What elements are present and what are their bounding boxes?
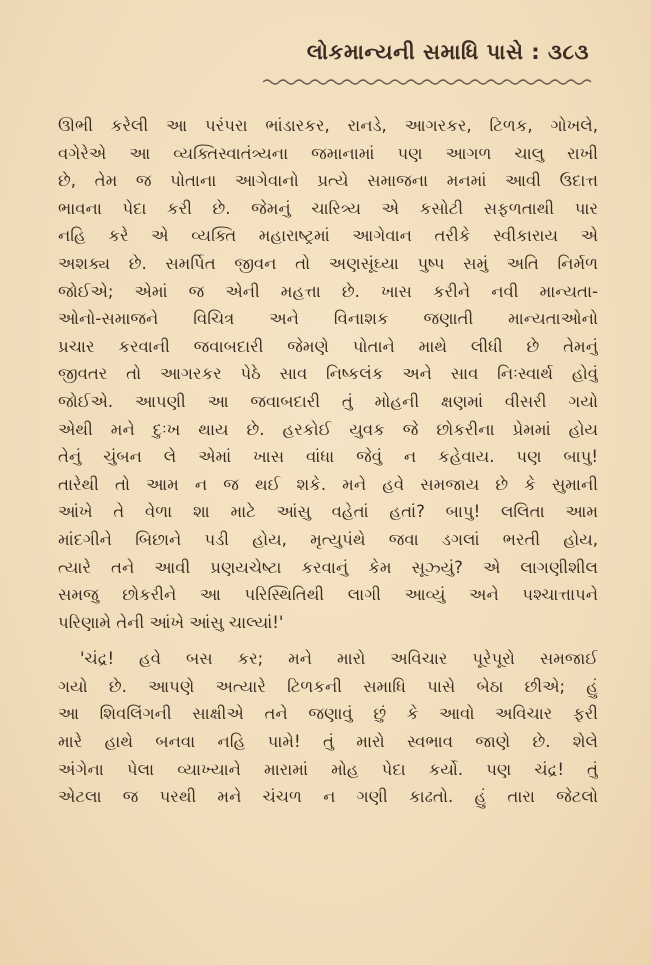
text-line: ઊભી કરેલી આ પરંપરા ભાંડારકર, રાનડે, આગરકર, ટિળક, ગોખલે, — [58, 116, 598, 135]
text-line: અશક્ય છે. સમર્પિત જીવન તો અણસૂંઘ્યા પુષ્પ સમું અતિ નિર્મળ — [58, 253, 598, 273]
text-line: 'ચંદ્ર! હવે બસ કર; મને મારો અવિચાર પૂરેપૂરો સમજાઈ — [80, 649, 598, 669]
text-line: ત્યારે તને આવી પ્રણયચેષ્ટા કરવાનું કેમ સૂઝ્યું? એ લાગણીશીલ — [58, 557, 598, 577]
header-wavy-rule — [263, 78, 593, 86]
text-line: ગયો છે. આપણે અત્યારે ટિળકની સમાધિ પાસે બેઠા છીએ; હું — [58, 676, 598, 696]
text-line: તેનું ચુંબન લે એમાં ખાસ વાંધા જેવું ન કહેવાય. પણ બાપુ! — [58, 447, 598, 467]
text-line: નહિ કરે એ વ્યક્તિ મહારાષ્ટ્રમાં આગેવાન તરીકે સ્વીકારાય એ — [58, 226, 598, 246]
text-line: મારે હાથે બનવા નહિ પામે! તું મારો સ્વભાવ જાણે છે. શેલે — [58, 732, 598, 752]
text-line: એટલા જ પરથી મને ચંચળ ન ગણી કાઢતો. હું તારા જેટલો — [58, 787, 598, 807]
text-line: છે, તેમ જ પોતાના આગેવાનો પ્રત્યે સમાજના મનમાં આવી ઉદાત્ત — [58, 171, 598, 191]
text-line: અંગેના પેલા વ્યાખ્યાને મારામાં મોહ પેદા કર્યો. પણ ચંદ્ર! તું — [58, 759, 598, 779]
text-line: આ શિવલિંગની સાક્ષીએ તને જણાવું છું કે આવો અવિચાર ફરી — [58, 704, 598, 724]
paragraph — [58, 645, 598, 811]
text-line: સમજુ છોકરીને આ પરિસ્થિતિથી લાગી આવ્યું અને પશ્ચાત્તાપને — [58, 585, 598, 605]
text-line: પ્રચાર કરવાની જવાબદારી જેમણે પોતાને માથે લીધી છે તેમનું — [58, 336, 598, 356]
text-line: જોઈએ; એમાં જ એની મહત્તા છે. ખાસ કરીને નવી માન્યતા- — [58, 281, 598, 301]
running-head: લોકમાન્યની સમાધિ પાસે : ૩૮૩ — [306, 40, 589, 64]
text-line: એથી મને દુઃખ થાય છે. હરકોઈ યુવક જે છોકરીના પ્રેમમાં હોય — [58, 419, 598, 439]
text-line: ઓનો-સમાજને વિચિત્ર અને વિનાશક જણાતી માન્યતાઓનો — [58, 309, 598, 329]
text-line: તારેથી તો આમ ન જ થઈ શકે. મને હવે સમજાય છે કે સુમાની — [58, 474, 598, 494]
text-line: ભાવના પેદા કરી છે. જેમનું ચારિત્ર્ય એ કસોટી સફળતાથી પાર — [58, 198, 598, 218]
text-line: જોઈએ. આપણી આ જવાબદારી તું મોહની ક્ષણમાં વીસરી ગયો — [58, 391, 598, 411]
text-line: આંખે તે વેળા શા માટે આંસુ વહેતાં હતાં? બાપુ! લલિતા આમ — [58, 502, 598, 522]
text-line: વગેરેએ આ વ્યક્તિસ્વાતંત્ર્યના જમાનામાં પણ આગળ ચાલુ રાખી — [58, 143, 598, 163]
text-line: પરિણામે તેની આંખે આંસુ ચાલ્યાં!' — [58, 612, 284, 632]
text-line: જીવતર તો આગરકર પેઠે સાવ નિષ્કલંક અને સાવ નિઃસ્વાર્થ હોવું — [58, 364, 598, 384]
body-text — [58, 112, 598, 811]
paragraph — [58, 112, 598, 636]
text-line: માંદગીને બિછાને પડી હોય, મૃત્યુપંથે જવા ડગલાં ભરતી હોય, — [58, 529, 598, 549]
